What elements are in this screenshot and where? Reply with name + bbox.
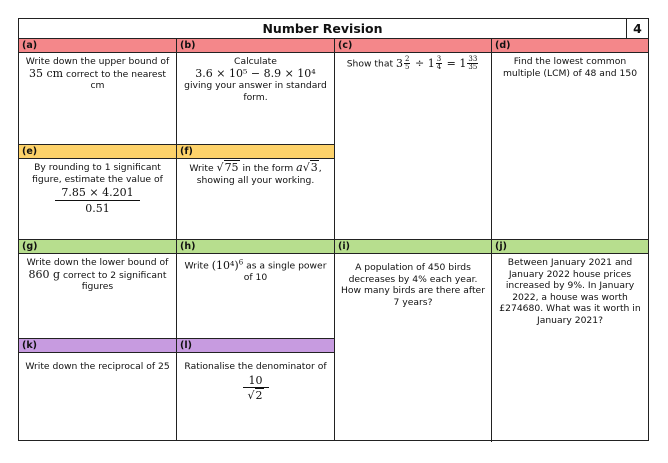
question-a-label: (a) bbox=[19, 39, 176, 53]
question-b bbox=[177, 39, 335, 145]
question-e bbox=[19, 145, 177, 240]
sheet-number: 4 bbox=[626, 19, 648, 38]
question-a-value: 35 cm bbox=[29, 66, 64, 80]
question-l bbox=[177, 339, 335, 440]
question-g-value: 860 g bbox=[28, 267, 61, 281]
question-c-expression: 3 $\frac{2}{5}$ ÷ 1 $\frac{3}{4}$ = 1 $\frac{33}{35}$ bbox=[396, 55, 478, 71]
question-e-fraction: $\frac{7.85 \times 4.201}{0.51}$ bbox=[55, 187, 139, 214]
question-a-text: Write down the upper bound of 35 cm correct to the nearest cm bbox=[25, 56, 170, 91]
question-d bbox=[492, 39, 648, 240]
question-b-expression: 3.6 × 10⁵ − 8.9 × 10⁴ bbox=[195, 66, 316, 80]
question-k bbox=[19, 339, 177, 440]
question-h-expression: $(10^4)^6$ bbox=[211, 258, 244, 272]
question-k-label: (k) bbox=[19, 339, 176, 353]
worksheet bbox=[18, 18, 649, 441]
question-c bbox=[335, 39, 492, 240]
question-c-text: Show that 3 $\frac{2}{5}$ ÷ 1 $\frac{3}{4}$ = 1 $\frac{33}{35}$ bbox=[346, 55, 478, 71]
question-h bbox=[177, 240, 335, 339]
question-d-label: (d) bbox=[492, 39, 648, 53]
question-h-text: Write $(10^4)^6$ as a single power of 10 bbox=[184, 258, 327, 284]
question-c-label: (c) bbox=[335, 39, 491, 53]
question-d-text: Find the lowest common multiple (LCM) of 48 and 150 bbox=[502, 56, 638, 79]
question-i-label: (i) bbox=[335, 240, 491, 254]
title-bar bbox=[19, 19, 648, 39]
question-f-label: (f) bbox=[177, 145, 334, 159]
question-e-label: (e) bbox=[19, 145, 176, 159]
question-g-text: Write down the lower bound of 860 g correct to 2 significant figures bbox=[26, 257, 169, 292]
question-a bbox=[19, 39, 177, 145]
question-g bbox=[19, 240, 177, 339]
question-f bbox=[177, 145, 335, 240]
question-l-fraction: $\frac{10}{√2}$ bbox=[243, 375, 269, 402]
question-g-label: (g) bbox=[19, 240, 176, 254]
question-j-label: (j) bbox=[492, 240, 648, 254]
question-f-sqrt: √75 bbox=[216, 161, 239, 174]
question-b-label: (b) bbox=[177, 39, 334, 53]
question-e-text: By rounding to 1 significant figure, estimate the value of $\frac{7.85 \times 4.201}{0.51}$ bbox=[32, 162, 163, 215]
question-j bbox=[492, 240, 648, 442]
question-k-text: Write down the reciprocal of 25 bbox=[25, 361, 170, 372]
page-title: Number Revision bbox=[262, 21, 383, 36]
question-j-text: Between January 2021 and January 2022 house prices increased by 9%. In January 2022, a house was worth £274680. What was it worth in January 2021? bbox=[499, 257, 641, 326]
question-f-text: Write √75 in the form a√3, showing all your working. bbox=[189, 161, 322, 186]
question-h-label: (h) bbox=[177, 240, 334, 254]
question-i bbox=[335, 240, 492, 442]
question-i-text: A population of 450 birds decreases by 4% each year. How many birds are there after 7 years? bbox=[340, 262, 485, 308]
question-l-text: Rationalise the denominator of $\frac{10}{√2}$ bbox=[184, 361, 327, 402]
question-b-text: Calculate 3.6 × 10⁵ − 8.9 × 10⁴ giving your answer in standard form. bbox=[184, 56, 327, 103]
question-l-label: (l) bbox=[177, 339, 334, 353]
